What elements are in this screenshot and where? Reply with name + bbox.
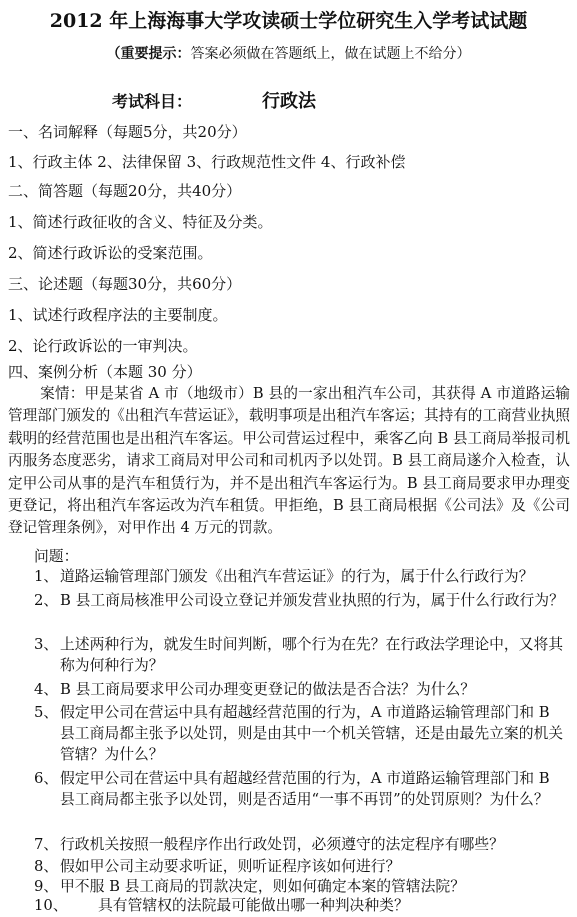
section-3-header: 三、论述题（每题30分，共60分） <box>8 275 242 293</box>
question-item <box>34 566 564 587</box>
question-number: 1、 <box>34 568 59 585</box>
question-number: 8、 <box>34 858 59 875</box>
section-3-item-1: 1、试述行政程序法的主要制度。 <box>8 306 228 324</box>
question-item <box>34 895 564 916</box>
question-number: 5、 <box>34 704 59 721</box>
section-2-item-1: 1、简述行政征收的含义、特征及分类。 <box>8 213 273 231</box>
question-text: 行政机关按照一般程序作出行政处罚，必须遵守的法定程序有哪些？ <box>60 836 504 853</box>
question-text: 假定甲公司在营运中具有超越经营范围的行为，A 市道路运输管理部门和 B 县工商局都主张予以处罚，则是由其中一个机关管辖，还是由最先立案的机关管辖？为什么？ <box>60 704 564 763</box>
question-text: B 县工商局要求甲公司办理变更登记的做法是否合法？为什么？ <box>60 681 476 698</box>
question-number: 6、 <box>34 770 59 787</box>
question-item <box>34 876 564 897</box>
question-item <box>34 634 564 676</box>
question-number: 2、 <box>34 592 59 609</box>
question-number: 3、 <box>34 636 59 653</box>
question-item <box>34 856 564 877</box>
question-number: 4、 <box>34 681 59 698</box>
question-text: 上述两种行为，就发生时间判断，哪个行为在先？在行政法学理论中，又将其称为何种行为？ <box>60 636 564 674</box>
question-item <box>34 834 564 855</box>
important-notice <box>0 43 577 63</box>
question-number: 9、 <box>34 878 59 895</box>
question-text: 假定甲公司在营运中具有超越经营范围的行为，A 市道路运输管理部门和 B 县工商局都主张予以处罚，则是否适用“一事不再罚”的处罚原则？为什么？ <box>60 770 550 808</box>
question-item <box>34 768 564 810</box>
section-4-header: 四、案例分析（本题 30 分） <box>8 363 202 381</box>
question-text: 甲不服 B 县工商局的罚款决定，则如何确定本案的管辖法院？ <box>60 878 466 895</box>
section-1-header: 一、名词解释（每题5分，共20分） <box>8 123 247 141</box>
section-1-terms: 1、行政主体 2、法律保留 3、行政规范性文件 4、行政补偿 <box>8 153 406 171</box>
case-description: 案情：甲是某省 A 市（地级市）B 县的一家出租汽车公司，其获得 A 市道路运输管理部门颁发的《出租汽车营运证》，载明事项是出租汽车客运；其持有的工商营业执照载明的经营范围也是出租汽车客运。甲公司营运过程中，乘客乙向 B 县工商局举报司机丙服务态度恶劣，请求工商局对甲公司和司机丙予以处罚。B 县工商局遂介入检查，认定甲公司从事的是汽车租赁行为，并不是出租汽车客运行为。B 县工商局要求甲办理变更登记，将出租汽车客运改为汽车租赁。甲拒绝，B 县工商局根据《公司法》及《公司登记管理条例》，对甲作出 4 万元的罚款。 <box>8 385 570 537</box>
section-3-item-2: 2、论行政诉讼的一审判决。 <box>8 337 198 355</box>
questions-label: 问题： <box>34 548 79 565</box>
page-title: 2012 年上海海事大学攻读硕士学位研究生入学考试试题 <box>49 10 528 32</box>
subject-label: 考试科目： <box>112 92 193 111</box>
notice-label: （重要提示： <box>106 46 191 62</box>
question-item <box>34 679 564 700</box>
question-number: 7、 <box>34 836 59 853</box>
section-2-item-2: 2、简述行政诉讼的受案范围。 <box>8 244 213 262</box>
question-text: B 县工商局核准甲公司设立登记并颁发营业执照的行为，属于什么行政行为？ <box>60 592 564 609</box>
question-item <box>34 590 564 611</box>
question-item <box>34 702 564 765</box>
question-text: 具有管辖权的法院最可能做出哪一种判决种类？ <box>98 897 409 914</box>
section-2-header: 二、简答题（每题20分，共40分） <box>8 182 242 200</box>
subject-value: 行政法 <box>262 91 316 112</box>
question-text: 道路运输管理部门颁发《出租汽车营运证》的行为，属于什么行政行为？ <box>60 568 534 585</box>
question-text: 假如甲公司主动要求听证，则听证程序该如何进行？ <box>60 858 401 875</box>
question-number: 10、 <box>34 897 68 914</box>
notice-text: 答案必须做在答题纸上，做在试题上不给分） <box>190 46 471 62</box>
